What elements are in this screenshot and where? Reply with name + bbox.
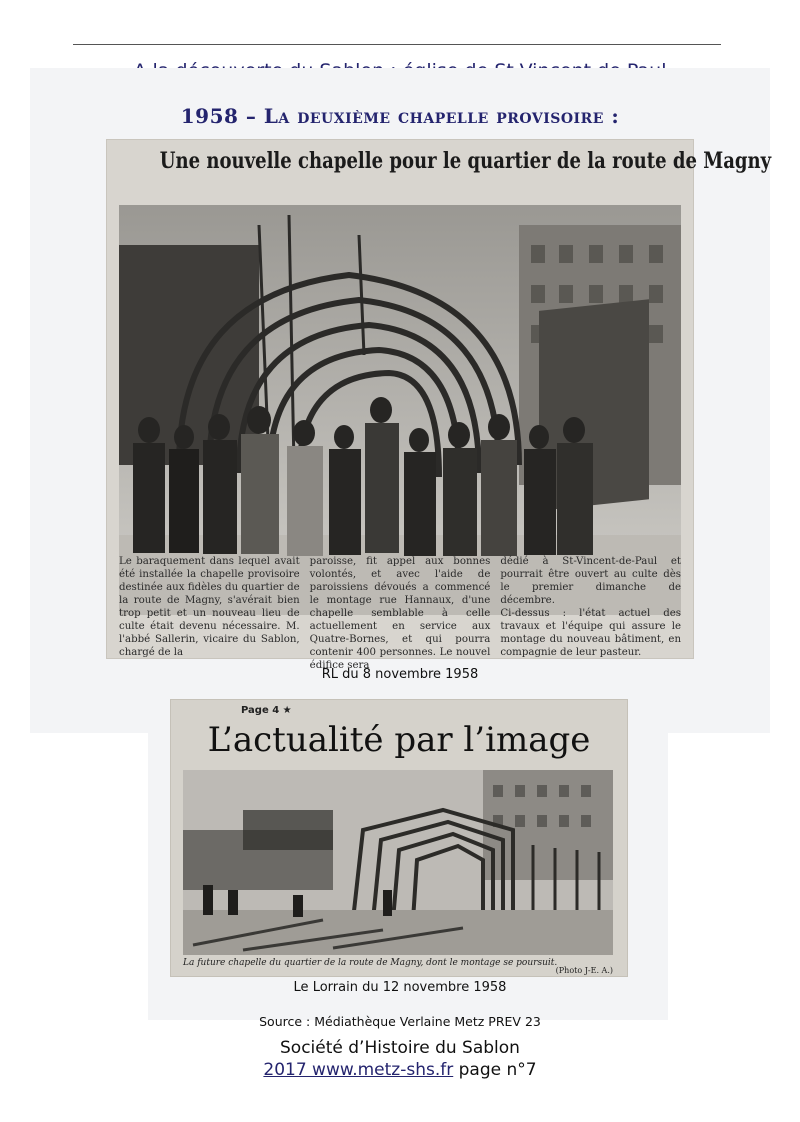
clipping-1-caption: RL du 8 novembre 1958 <box>321 667 479 682</box>
article-column: dédié à St-Vincent-de-Paul et pourrait être ouvert au culte dès le premier dimanche de décembre. Ci-dessus : l'état actuel des travaux et l'équipe qui assure le montage du nouveau bâtiment, en compagnie de leur pasteur. <box>500 556 682 658</box>
photo-caption: La future chapelle du quartier de la route de Magny, dont le montage se poursuit. <box>183 958 558 968</box>
article-column: paroisse, fit appel aux bonnes volontés, et avec l'aide de paroissiens dévoués a commencé le montage rue Hannaux, d'une chapelle semblable à celle actuellement en service aux Quatre-Bornes, et qui pourra contenir 400 personnes. Le nouvel édifice sera <box>309 556 491 671</box>
top-divider <box>73 44 721 45</box>
footer-line <box>0 1060 800 1080</box>
photo-illustration <box>183 770 613 955</box>
clipping-headline: L’actualité par l’image <box>207 720 591 760</box>
article-column: Le baraquement dans lequel avait été installée la chapelle provisoire destinée aux fidèles du quartier de la route de Magny, s'avérait bien trop petit et un nouveau lieu de culte était devenu nécessaire. M. l'abbé Sallerin, vicaire du Sablon, chargé de la <box>119 556 300 658</box>
clipping-headline: Une nouvelle chapelle pour le quartier de la route de Magny <box>159 148 772 174</box>
newspaper-clipping-2 <box>171 700 627 976</box>
website-link[interactable]: 2017 www.metz-shs.fr <box>263 1060 454 1080</box>
newspaper-clipping-1 <box>107 140 772 671</box>
photo-illustration <box>119 205 681 615</box>
source-note: Source : Médiathèque Verlaine Metz PREV 23 <box>259 1014 541 1029</box>
chapel-frame-photo <box>183 770 613 955</box>
page-label: Page 4 ★ <box>241 705 292 716</box>
section-year: 1958 – <box>180 104 257 128</box>
photo-credit: (Photo J-E. A.) <box>555 966 613 975</box>
section-title: La deuxième chapelle provisoire : <box>263 104 620 128</box>
section-heading <box>0 104 800 128</box>
article-text <box>119 555 682 671</box>
society-name: Société d’Histoire du Sablon <box>280 1038 520 1058</box>
clipping-2-caption: Le Lorrain du 12 novembre 1958 <box>293 980 507 995</box>
chapel-construction-photo <box>119 205 681 615</box>
page-number: page n°7 <box>458 1060 537 1080</box>
